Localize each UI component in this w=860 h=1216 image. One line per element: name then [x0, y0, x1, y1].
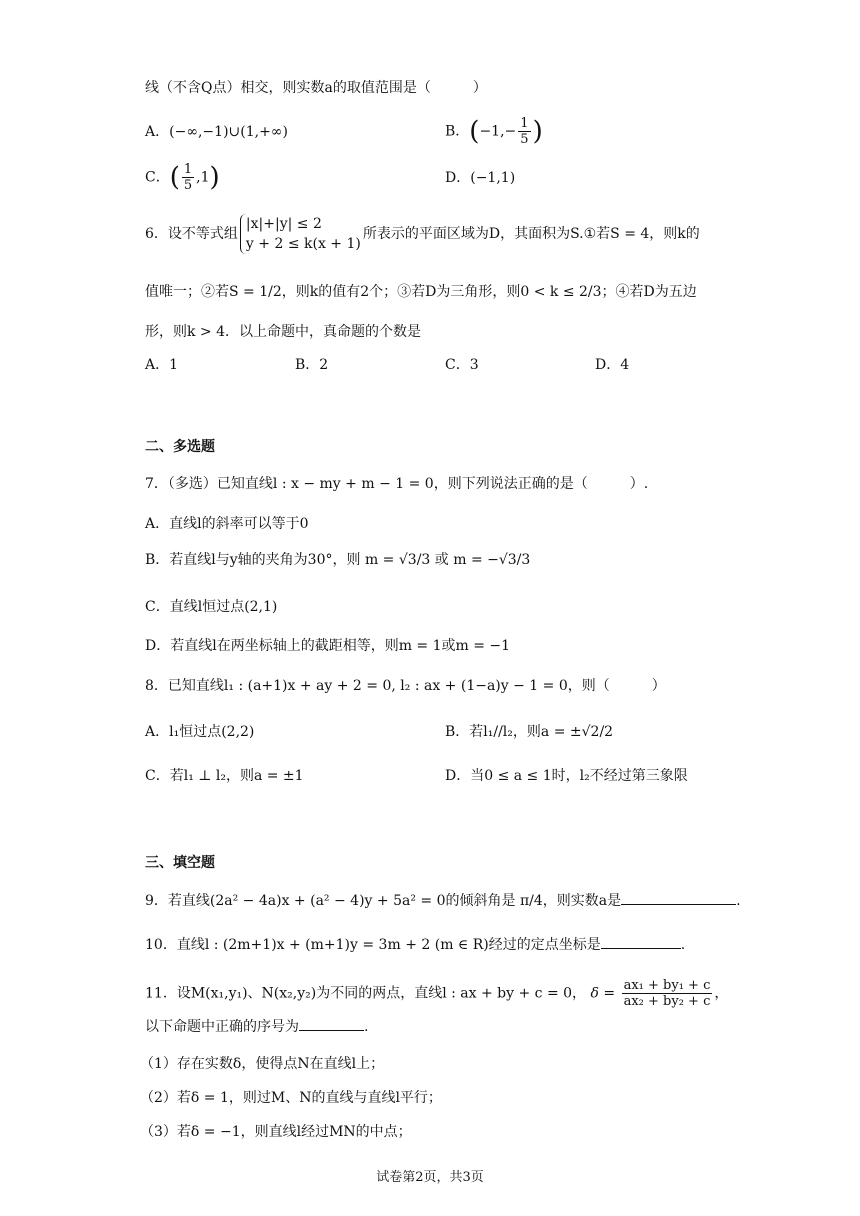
q5-option-c-label: C． [145, 169, 170, 186]
q11-delta-fraction [622, 978, 713, 1009]
q5-option-d [445, 168, 515, 188]
q6-ineq2: y + 2 ≤ k(x + 1) [245, 236, 361, 252]
q5-option-a [145, 122, 288, 142]
q11-item-2: （2）若δ = 1，则过M、N的直线与直线l平行； [140, 1090, 442, 1106]
q9-angle: π/4 [519, 893, 543, 909]
q11-item-1: （1）存在实数δ，使得点N在直线l上； [140, 1056, 385, 1072]
q5-stem-tail: 线（不含Q点）相交，则实数a的取值范围是（ ） [145, 80, 487, 96]
q6-line3: 形，则k > 4．以上命题中，真命题的个数是 [145, 324, 422, 340]
q7-option-b-m1: m = √3/3 [364, 552, 431, 568]
q7-option-d: D．若直线l在两坐标轴上的截距相等，则m = 1或m = −1 [145, 638, 511, 654]
q5-option-b: B．(−1,− $\frac{1}{5}$ ) [445, 116, 543, 147]
q11-delta-num: ax₁ + by₁ + c [623, 978, 711, 993]
q8-option-b-prefix: B．若l₁//l₂，则 [445, 724, 541, 740]
q5-option-a-label: A． [145, 124, 170, 140]
q5-option-d-value: (−1,1) [470, 170, 516, 186]
q10-stem: 10．直线l : (2m+1)x + (m+1)y = 3m + 2 (m ∈ R)经过的定点坐标是 . [145, 934, 685, 955]
q8-option-a: A．l₁恒过点(2,2) [145, 724, 255, 740]
q7-option-b [145, 550, 530, 570]
q6-option-d: D．4 [595, 357, 630, 373]
q9-suffix: ，则实数a是 [542, 893, 622, 909]
q11-line2: 以下命题中正确的序号为 . [145, 1016, 368, 1037]
q10-answer-blank[interactable] [601, 934, 681, 949]
inequality-system [240, 214, 361, 254]
q7-option-b-m2: m = −√3/3 [453, 552, 531, 568]
q8-option-b-value: a = ±√2/2 [540, 724, 614, 740]
q7-stem: 7．（多选）已知直线l : x − my + m − 1 = 0，则下列说法正确的是（ ）. [145, 476, 649, 492]
q8-option-d: D．当0 ≤ a ≤ 1时，l₂不经过第三象限 [445, 768, 688, 784]
q5-option-c: C．( $\frac{1}{5}$ ,1) [145, 162, 220, 193]
q11-answer-blank[interactable] [299, 1016, 364, 1031]
q7-option-a: A．直线l的斜率可以等于0 [145, 516, 309, 532]
q6-option-c: C．3 [445, 357, 479, 373]
q6-stem [145, 214, 700, 254]
q11-item-3: （3）若δ = −1，则直线l经过MN的中点； [140, 1124, 412, 1140]
q8-option-c: C．若l₁ ⊥ l₂，则a = ±1 [145, 768, 304, 784]
q6-line2: 值唯一；②若S = 1/2，则k的值有2个；③若D为三角形，则0 < k ≤ 2/3；④若D为五边 [145, 284, 697, 300]
q6-option-b: B．2 [295, 357, 329, 373]
q11-line2-text: 以下命题中正确的序号为 [145, 1019, 299, 1035]
q7-option-b-prefix: B．若直线l与y轴的夹角为30°，则 [145, 552, 361, 568]
q11-prefix: 11．设M(x₁,y₁)、N(x₂,y₂)为不同的两点，直线l : ax + by + c = 0， [145, 985, 587, 1002]
section-fill-blank-title: 三、填空题 [145, 855, 215, 871]
page-footer: 试卷第2页，共3页 [376, 1170, 484, 1185]
q7-option-b-or: 或 [434, 552, 449, 568]
q8-stem: 8．已知直线l₁ : (a+1)x + ay + 2 = 0, l₂ : ax + (1−a)y − 1 = 0，则（ ） [145, 678, 666, 694]
q9-answer-blank[interactable] [621, 890, 736, 905]
q6-prefix: 6．设不等式组 [145, 226, 238, 242]
q6-option-a: A．1 [145, 357, 179, 373]
q5-option-a-value: (−∞,−1)∪(1,+∞) [169, 124, 288, 140]
q11-delta-den: ax₂ + by₂ + c [623, 994, 711, 1009]
q7-option-c: C．直线l恒过点(2,1) [145, 599, 278, 615]
q10-text: 10．直线l : (2m+1)x + (m+1)y = 3m + 2 (m ∈ R)经过的定点坐标是 [145, 937, 601, 953]
q9-prefix: 9．若直线(2a² − 4a)x + (a² − 4)y + 5a² = 0的倾斜角是 [145, 893, 516, 909]
q9-stem: 9．若直线(2a² − 4a)x + (a² − 4)y + 5a² = 0的倾斜角是 π/4，则实数a是 . [145, 890, 741, 911]
q6-mid: 所表示的平面区域为D，其面积为S.①若S = 4，则k的 [362, 226, 700, 242]
q5-option-b-label: B． [445, 123, 470, 140]
q11-stem: 11．设M(x₁,y₁)、N(x₂,y₂)为不同的两点，直线l : ax + by + c = 0， δ = $\frac{\text{ax₁ + by₁ + c}}{\text{ax₂ + by₂ + c}}$ ， [145, 978, 729, 1009]
q8-option-b [445, 722, 613, 742]
section-multiple-choice-title: 二、多选题 [145, 439, 215, 455]
q6-ineq1: |x|+|y| ≤ 2 [245, 216, 322, 232]
q5-option-d-label: D． [445, 170, 471, 186]
